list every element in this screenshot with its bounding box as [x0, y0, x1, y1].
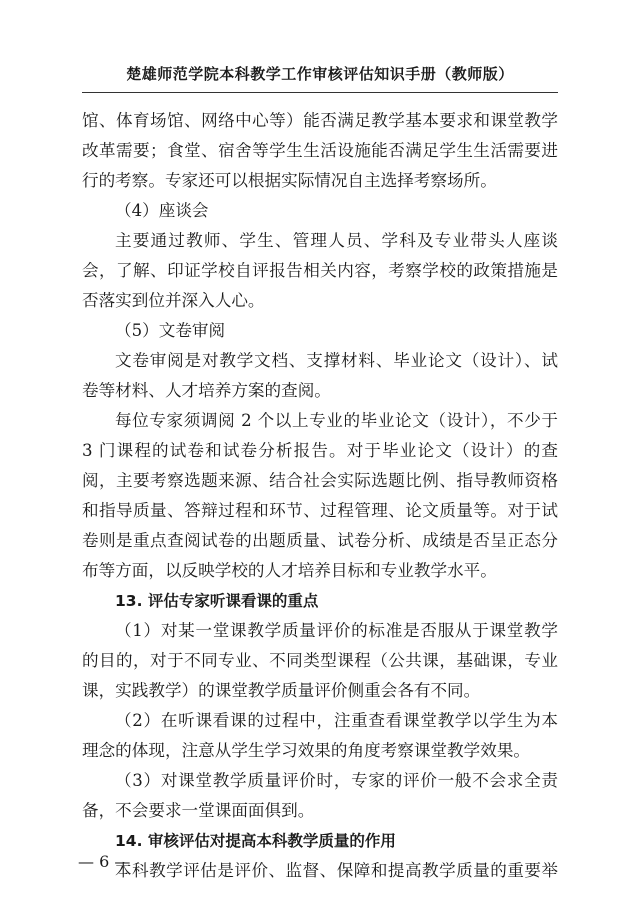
- page-number: — 6 —: [78, 852, 131, 871]
- text-line: 改革需要；食堂、宿舍等学生生活设施能否满足学生生活需要进: [82, 141, 558, 160]
- text-line: （2）在听课看课的过程中，注重查看课堂教学以学生为本: [115, 711, 558, 730]
- text-line: 文卷审阅是对教学文档、支撑材料、毕业论文（设计）、试: [115, 351, 558, 370]
- text-line: 布等方面，以反映学校的人才培养目标和专业教学水平。: [82, 561, 497, 580]
- header-rule: [82, 92, 558, 93]
- text-line: 主要通过教师、学生、管理人员、学科及专业带头人座谈: [115, 231, 558, 250]
- text-line: 课，实践教学）的课堂教学质量评价侧重会各有不同。: [82, 681, 481, 700]
- text-line: 每位专家须调阅 2 个以上专业的毕业论文（设计），不少于: [115, 411, 558, 430]
- section-heading: 13. 评估专家听课看课的重点: [115, 592, 319, 610]
- text-line: 和指导质量、答辩过程和环节、过程管理、论文质量等。对于试: [82, 501, 558, 520]
- text-line: 阅，主要考察选题来源、结合社会实际选题比例、指导教师资格: [82, 471, 558, 490]
- text-line: 理念的体现，注意从学生学习效果的角度考察课堂教学效果。: [82, 741, 531, 760]
- text-line: 会，了解、印证学校自评报告相关内容，考察学校的政策措施是: [82, 261, 558, 280]
- text-line: 3 门课程的试卷和试卷分析报告。对于毕业论文（设计）的查: [82, 441, 558, 460]
- text-line: 本科教学评估是评价、监督、保障和提高教学质量的重要举: [115, 861, 558, 880]
- text-line: （1）对某一堂课教学质量评价的标准是否服从于课堂教学: [115, 621, 558, 640]
- body-text: [82, 106, 558, 886]
- text-line: 行的考察。专家还可以根据实际情况自主选择考察场所。: [82, 171, 497, 190]
- text-line: 卷则是重点查阅试卷的出题质量、试卷分析、成绩是否呈正态分: [82, 531, 558, 550]
- text-line: 否落实到位并深入人心。: [82, 291, 265, 310]
- text-line: （4）座谈会: [115, 201, 209, 220]
- text-line: （5）文卷审阅: [115, 321, 226, 340]
- text-line: （3）对课堂教学质量评价时，专家的评价一般不会求全责: [115, 771, 558, 790]
- text-line: 备，不会要求一堂课面面俱到。: [82, 801, 315, 820]
- running-header: 楚雄师范学院本科教学工作审核评估知识手册（教师版）: [126, 65, 514, 83]
- text-line: 馆、体育场馆、网络中心等）能否满足教学基本要求和课堂教学: [82, 111, 558, 130]
- section-heading: 14. 审核评估对提高本科教学质量的作用: [115, 832, 396, 850]
- text-line: 卷等材料、人才培养方案的查阅。: [82, 381, 331, 400]
- text-line: 的目的，对于不同专业、不同类型课程（公共课，基础课，专业: [82, 651, 558, 670]
